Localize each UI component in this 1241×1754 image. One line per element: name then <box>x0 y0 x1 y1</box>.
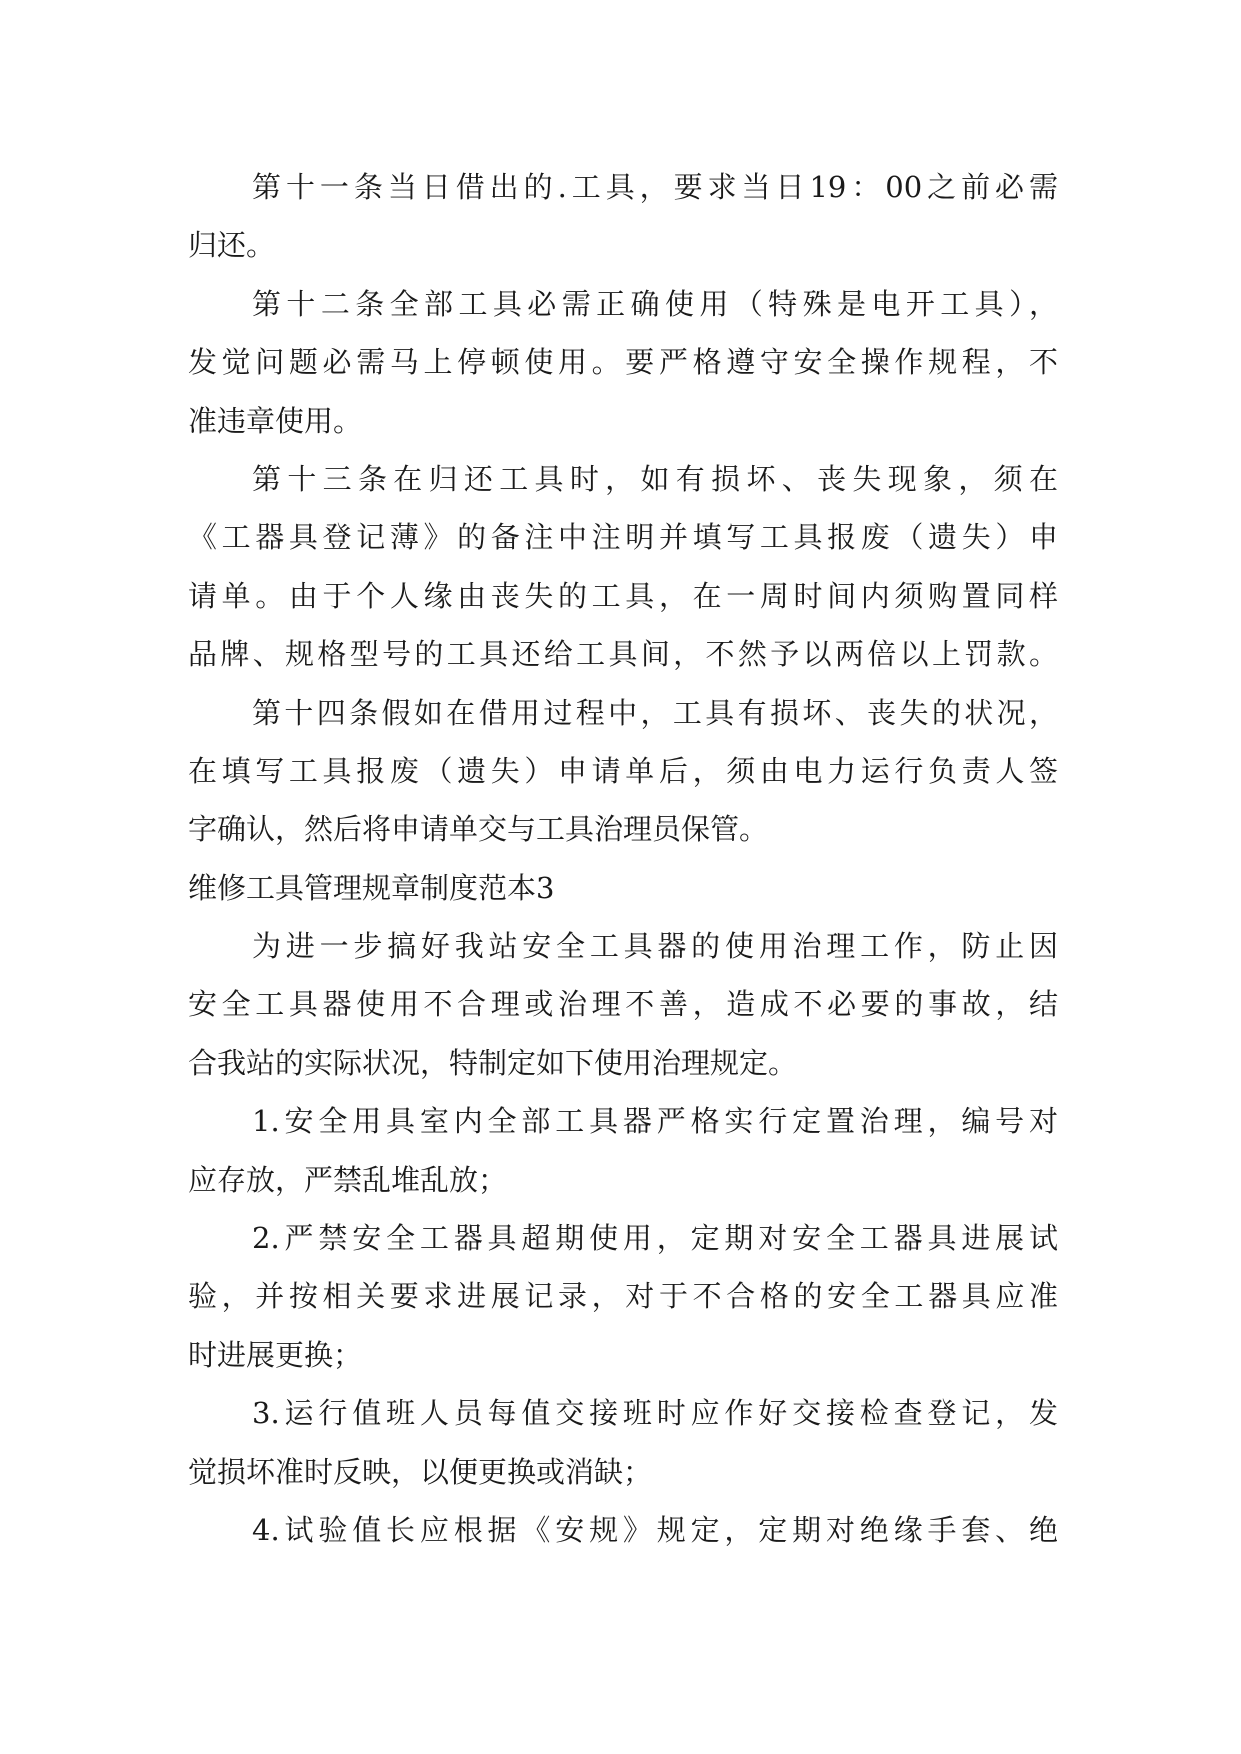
paragraph-line: 安全工具器使用不合理或治理不善，造成不必要的事故，结 <box>188 987 1058 1022</box>
paragraph-line: 发觉问题必需马上停顿使用。要严格遵守安全操作规程，不 <box>188 345 1058 380</box>
paragraph-line: 4.试验值长应根据《安规》规定，定期对绝缘手套、绝 <box>252 1512 1058 1547</box>
paragraph-line: 3.运行值班人员每值交接班时应作好交接检查登记，发 <box>252 1396 1058 1431</box>
intro-paragraph <box>188 917 1058 1092</box>
section-heading <box>188 859 1058 917</box>
paragraph-line: 应存放，严禁乱堆乱放； <box>188 1162 508 1197</box>
paragraph-line: 1.安全用具室内全部工具器严格实行定置治理，编号对 <box>252 1104 1058 1139</box>
paragraph-line: 在填写工具报废（遗失）申请单后，须由电力运行负责人签 <box>188 753 1058 788</box>
paragraph-line: 归还。 <box>188 228 276 263</box>
paragraph-line: 2.严禁安全工器具超期使用，定期对安全工器具进展试 <box>252 1221 1058 1256</box>
document-body <box>188 158 1058 1559</box>
article-13-paragraph <box>188 450 1058 684</box>
item-3-paragraph <box>188 1384 1058 1501</box>
article-11-paragraph <box>188 158 1058 275</box>
item-2-paragraph <box>188 1209 1058 1384</box>
paragraph-line: 第十二条全部工具必需正确使用（特殊是电开工具）， <box>252 286 1058 321</box>
section-heading-text: 维修工具管理规章制度范本3 <box>188 870 555 905</box>
paragraph-line: 《工器具登记薄》的备注中注明并填写工具报废（遗失）申 <box>188 520 1058 555</box>
item-1-paragraph <box>188 1092 1058 1209</box>
paragraph-line: 时进展更换； <box>188 1337 363 1372</box>
paragraph-line: 请单。由于个人缘由丧失的工具，在一周时间内须购置同样 <box>188 578 1058 613</box>
article-12-paragraph <box>188 275 1058 450</box>
paragraph-line: 准违章使用。 <box>188 403 363 438</box>
paragraph-line: 字确认，然后将申请单交与工具治理员保管。 <box>188 812 769 847</box>
paragraph-line: 品牌、规格型号的工具还给工具间，不然予以两倍以上罚款。 <box>188 637 1058 672</box>
paragraph-line: 为进一步搞好我站安全工具器的使用治理工作，防止因 <box>252 929 1058 964</box>
item-4-paragraph <box>188 1501 1058 1559</box>
paragraph-line: 觉损坏准时反映，以便更换或消缺； <box>188 1454 653 1489</box>
paragraph-line: 第十四条假如在借用过程中，工具有损坏、丧失的状况， <box>252 695 1058 730</box>
paragraph-line: 验，并按相关要求进展记录，对于不合格的安全工器具应准 <box>188 1279 1058 1314</box>
paragraph-line: 第十三条在归还工具时，如有损坏、丧失现象，须在 <box>252 461 1058 496</box>
paragraph-line: 合我站的实际状况，特制定如下使用治理规定。 <box>188 1045 798 1080</box>
article-14-paragraph <box>188 684 1058 859</box>
paragraph-line: 第十一条当日借出的.工具，要求当日19：00之前必需 <box>252 170 1058 204</box>
